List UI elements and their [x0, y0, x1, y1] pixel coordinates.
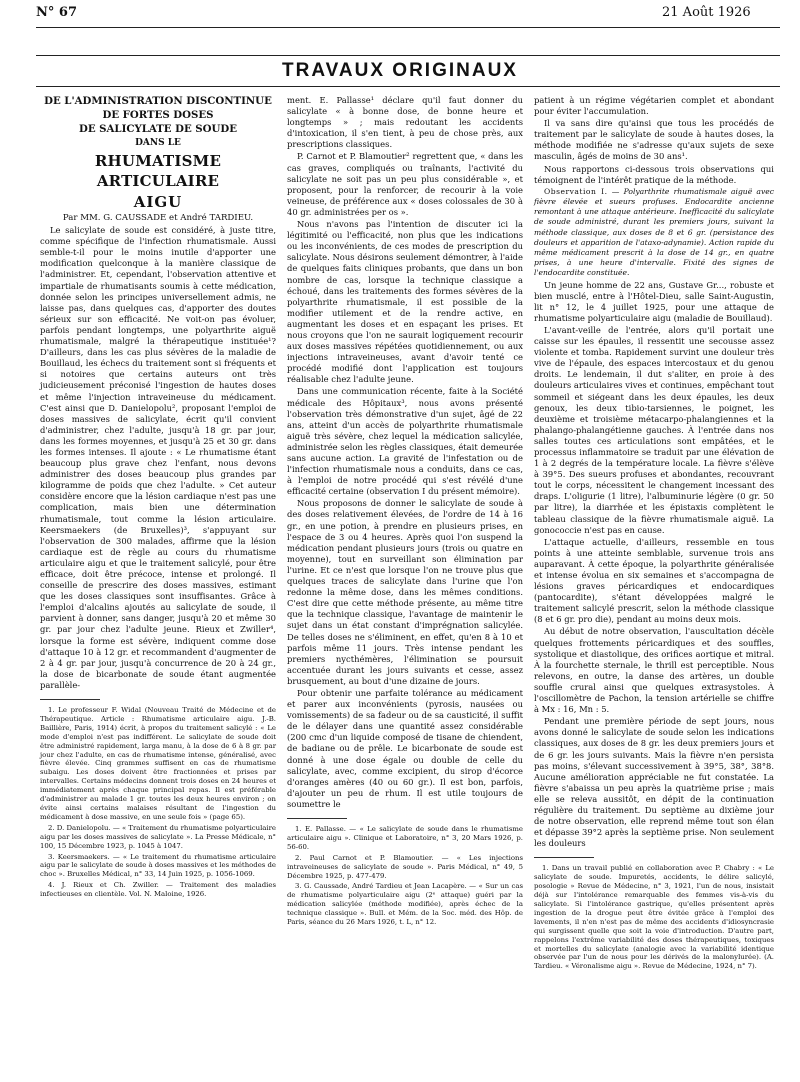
body-paragraph: Un jeune homme de 22 ans, Gustave Gr..., robuste et bien musclé, entre à l'Hôtel-Dieu, salle Saint-Augustin, lit n° 12, le 4 juillet 1925, pour une attaque de rhumatisme polyarticulaire aigu (maladie de Bouillaud).	[534, 279, 774, 323]
article-title-line-5: RHUMATISME ARTICULAIRE	[94, 152, 222, 190]
page-number: N° 67	[36, 5, 77, 20]
body-paragraph: patient à un régime végétarien complet et abondant pour éviter l'accumulation.	[534, 95, 774, 117]
footnote: 4. J. Rieux et Ch. Zwiller. — Traitement des maladies infectieuses en clientèle. Vol. N. Maloine, 1926.	[40, 881, 276, 899]
body-paragraph: Nous rapportons ci-dessous trois observations qui témoignent de l'intérêt pratique de la méthode.	[534, 163, 774, 185]
section-rule-top	[36, 55, 780, 56]
body-paragraph: Pendant une première période de sept jours, nous avons donné le salicylate de soude selon les indications classiques, aux doses de 8 gr. les deux premiers jours et de 6 gr. les jours suivants. Mais la fièvre n'en persista pas moins, s'élevant successivement à 39°5, 38°, 38°8. Aucune amélioration appréciable ne fut constatée. La fièvre s'abaissa un peu après la quatrième prise ; mais elle se releva aussitôt, en dépit de la continuation régulière du traitement. Du septième au dixième jour de notre observation, elle reprend même tout son élan et dépasse 39°2 après la septième prise. Non seulement les douleurs	[534, 716, 774, 849]
footnote: 1. Dans un travail publié en collaboration avec P. Chabry : « Le salicylate de soude. Impuretés, accidents, le délire salicylé, posologie » Revue de Médecine, n° 3, 1921, l'un de nous, insistait déjà sur l'intolérance remarquable des femmes vis-à-vis du salicylate. Si l'intolérance gastrique, qu'elles présentent après ingestion de la drogue peut être évitée grâce à l'emploi des lavements, il n'en n'est pas de même des accidents d'idiosyncrasie qui surgissent quelle que soit la voie d'introduction. D'autre part, rappelons l'extrême variabilité des doses thérapeutiques, toxiques et mortelles du salicylate (analogie avec la variabilité identique observée par l'un de nous pour les dérivés de la malonylurée). (A. Tardieu. « Véronalisme aigu ». Revue de Médecine, 1924, n° 7).	[534, 864, 774, 971]
footnote: 1. Le professeur F. Widal (Nouveau Traité de Médecine et de Thérapeutique. Article : Rhumatisme articulaire aigu. J.-B. Baillière, Paris, 1914) écrit, à propos du traitement salicylé : « Le mode d'emploi n'est pas indifférent. Le salicylate de soude doit être administré rapidement, larga manu, à la dose de 6 à 8 gr. par jour chez l'adulte, en cas de rhumatisme intense, généralisé, avec fièvre élevée. Cinq grammes suffisent en cas de rhumatisme subaigu. Les doses doivent être fractionnées et prises par intervalles. Certains médecins donnent trois doses en 24 heures et immédiatement après chaque principal repas. Il est préférable d'administrer au malade 1 gr. toutes les deux heures environ ; on évite ainsi certains malaises résultant de l'ingestion du médicament à dose massive, en une seule fois » (page 65).	[40, 706, 276, 821]
observation-label: Observation I.	[544, 186, 608, 196]
body-paragraph: Pour obtenir une parfaite tolérance au médicament et parer aux inconvénients (pyrosis, nausées ou vomissements) de sa fadeur ou de sa causticité, il suffit de le délayer dans une quantité assez considérable (200 cmc d'un liquide composé de tisane de chiendent, de badiane ou de prêle. Le bicarbonate de soude est donné à une dose égale ou double de celle du salicylate, avec, comme excipient, du sirop d'écorce d'oranges amères (40 ou 60 gr.). Il est bon, parfois, d'ajouter un peu de rhum. Il est utile toujours de soumettre le	[287, 687, 523, 809]
section-title: TRAVAUX ORIGINAUX	[282, 60, 518, 81]
article-title-line-4: DANS LE	[135, 138, 181, 148]
footnotes	[40, 706, 276, 899]
column-2	[287, 95, 523, 929]
body-paragraph: Nous n'avons pas l'intention de discuter ici la légitimité ou l'efficacité, non plus que les indications ou les inconvénients, de ces modes de prescription du salicylate. Nous désirons seulement démontrer, à l'aide de quelques faits cliniques probants, que dans un bon nombre de cas, lorsque la technique classique a échoué, dans les traitements des formes sévères de la polyarthrite rhumatismale, il est possible de la modifier utilement et de la rendre active, en augmentant les doses et en espaçant les prises. Et nous croyons que l'on ne saurait logiquement recourir aux doses massives répétées quotidiennement, ou aux injections intraveineuses, avant d'avoir tenté ce procédé modifié dont l'application est toujours réalisable chez l'adulte jeune.	[287, 219, 523, 385]
body-paragraph: L'avant-veille de l'entrée, alors qu'il portait une caisse sur les épaules, il ressentit une secousse assez violente et tomba. Rapidement survint une douleur très vive de l'épaule, des espaces intercostaux et du genou droits. Le lendemain, il dut s'aliter, en proie à des douleurs articulaires vives et continues, empêchant tout sommeil et siégeant dans les deux épaules, les deux genoux, les deux tibio-tarsiennes, le poignet, les deuxième et troisième métacarpo-phalangiennes et la phalango-phalangétienne gauches. À l'entrée dans nos salles toutes ces articulations sont empâtées, et le processus inflammatoire se traduit par une élévation de 1 à 2 degrés de la température locale. La fièvre s'élève à 39°5. Des sueurs profuses et abondantes, recouvrant tout le corps, nécessitent le changement incessant des draps. L'oligurie (1 litre), l'albuminurie légère (0 gr. 50 par litre), la diarrhée et les épistaxis complètent le tableau classique de la fièvre rhumatismale aiguë. La gonococcie n'est pas en cause.	[534, 324, 774, 535]
header-rule	[36, 27, 780, 28]
body-paragraph: L'attaque actuelle, d'ailleurs, ressemble en tous points à une atteinte semblable, survenue trois ans auparavant. À cette époque, la polyarthrite généralisée et intense évolua en six semaines et s'accompagna de lésions graves péricardiques et endocardiques (pantocardite), s'étant développées malgré le traitement salicylé prescrit, selon la méthode classique (8 et 6 gr. pro die), pendant au moins deux mois.	[534, 536, 774, 625]
footnote-rule	[534, 857, 594, 858]
body-paragraph: Nous proposons de donner le salicylate de soude à des doses relativement élevées, de l'ordre de 14 à 16 gr., en une potion, à prendre en plusieurs prises, en l'espace de 3 ou 4 heures. Après quoi l'on suspend la médication pendant plusieurs jours (trois ou quatre en moyenne), tout en surveillant son élimination par l'urine. Et ce n'est que lorsque l'on ne trouve plus que quelques traces de salicylate dans l'urine que l'on redonne la même dose, dans les mêmes conditions. C'est dire que cette méthode présente, au même titre que la technique classique, l'avantage de maintenir le sujet dans un état constant d'imprégnation salicylée. De telles doses ne s'éliminent, en effet, qu'en 8 à 10 et parfois même 11 jours. Très intense pendant les premiers nycthémères, l'élimination se poursuit accentuée durant les jours suivants et cesse, assez brusquement, au bout d'une dizaine de jours.	[287, 498, 523, 686]
footnotes	[287, 825, 523, 927]
body-paragraph: P. Carnot et P. Blamoutier² regrettent que, « dans les cas graves, compliqués ou traînants, l'activité du salicylate ne soit pas un peu plus considérable », et proposent, pour la renforcer, de recourir à la voie veineuse, de préférence aux « doses colossales de 30 à 40 gr. administrées per os ».	[287, 151, 523, 217]
observation-summary	[534, 187, 774, 279]
body-paragraph: Le salicylate de soude est considéré, à juste titre, comme spécifique de l'infection rhumatismale. Aussi semble-t-il pour le moins inutile d'apporter une modification quelconque à la manière classique de l'administrer. Et, cependant, l'observation attentive et impartiale de rhumatisants soumis à cette médication, donnée selon les principes universellement admis, ne laisse pas, dans quelques cas, d'apporter des doutes sérieux sur son efficacité. Ne voit-on pas évoluer, parfois pendant longtemps, une polyarthrite aiguë rhumatismale, malgré la thérapeutique instituée¹? D'ailleurs, dans les cas plus sévères de la maladie de Bouillaud, les échecs du traitement sont si fréquents et si notoires que certains auteurs ont très judicieusement préconisé l'ingestion de hautes doses et même l'injection intraveineuse du médicament. C'est ainsi que D. Danielopolu², proposant l'emploi de doses massives de salicylate, écrit qu'il convient d'administrer, chez l'adulte, jusqu'à 18 gr. par jour, dans les formes moyennes, et jusqu'à 25 et 30 gr. dans les formes intenses. Il ajoute : « Le rhumatisme étant beaucoup plus grave chez l'enfant, nous devons administrer des doses beaucoup plus grandes par kilogramme de poids que chez l'adulte. » Cet auteur considère encore que la lésion cardiaque n'est pas une complication, mais bien une détermination rhumatismale, tout comme la lésion articulaire. Keersmaekers (de Bruxelles)³, s'appuyant sur l'observation de 300 malades, affirme que la lésion cardiaque est de règle au cours du rhumatisme articulaire aigu et que le traitement salicylé, pour être efficace, doit être précoce, intense et prolongé. Il conseille de prescrire des doses massives, estimant que les doses classiques sont insuffisantes. Grâce à l'emploi d'alcalins ajoutés au salicylate de soude, il parvient à donner, sans danger, jusqu'à 20 et même 30 gr. par jour chez l'adulte jeune. Rieux et Zwiller⁴, lorsque la forme est sévère, indiquent comme dose d'attaque 10 à 12 gr. et recommandent d'augmenter de 2 à 4 gr. par jour, jusqu'à concurrence de 20 à 24 gr., la dose de bicarbonate de soude étant augmentée parallèle-	[40, 225, 276, 690]
section-rule-bottom	[36, 86, 780, 87]
observation-text: — Polyarthrite rhumatismale aiguë avec fièvre élevée et sueurs profuses. Endocardite ancienne remontant à une attaque antérieure. Inefficacité du salicylate de soude administré, durant les premiers jours, suivant la méthode classique, aux doses de 8 et 6 gr. (persistance des douleurs et apparition de l'ataxo-adynamie). Action rapide du même médicament prescrit à la dose de 14 gr., en quatre prises, à une heure d'intervalle. Fixité des signes de l'endocardite constituée.	[534, 186, 774, 278]
column-3	[534, 95, 774, 973]
body-paragraph: Dans une communication récente, faite à la Société médicale des Hôpitaux³, nous avons présenté l'observation très démonstrative d'un sujet, âgé de 22 ans, atteint d'un accès de polyarthrite rhumatismale aiguë très sévère, chez lequel la médication salicylée, administrée selon les règles classiques, était demeurée sans aucune action. La gravité de l'infestation ou de l'infection rhumatismale nous a conduits, dans ce cas, à l'emploi de notre procédé qui s'est révélé d'une efficacité certaine (observation I du présent mémoire).	[287, 386, 523, 497]
footnote-rule	[287, 818, 347, 819]
article-title-line-2: DE FORTES DOSES	[102, 109, 214, 121]
body-paragraph: Il va sans dire qu'ainsi que tous les procédés de traitement par le salicylate de soude à hautes doses, la méthode modifiée ne s'adresse qu'aux sujets de sexe masculin, âgés de moins de 30 ans¹.	[534, 118, 774, 162]
article-title-line-6: AIGU	[133, 193, 183, 211]
footnotes	[534, 864, 774, 971]
body-paragraph: ment. E. Pallasse¹ déclare qu'il faut donner du salicylate « à bonne dose, de bonne heure et longtemps » ; mais redoutant les accidents d'intoxication, il s'en tient, à peu de chose près, aux prescriptions classiques.	[287, 95, 523, 150]
article-authors: Par MM. G. CAUSSADE et André TARDIEU.	[62, 213, 254, 223]
footnote: 1. E. Pallasse. — « Le salicylate de soude dans le rhumatisme articulaire aigu ». Clinique et Laboratoire, n° 3, 20 Mars 1926, p. 56-60.	[287, 825, 523, 851]
article-title-line-1: DE L'ADMINISTRATION DISCONTINUE	[44, 95, 272, 107]
column-1	[40, 95, 276, 901]
issue-date: 21 Août 1926	[662, 5, 751, 20]
body-paragraph: Au début de notre observation, l'auscultation décèle quelques frottements péricardiques et des souffles, systolique et diastolique, des orifices aortique et mitral. À la fourchette sternale, le thrill est perceptible. Nous relevons, en outre, la danse des artères, un double souffle crural ainsi que quelques extrasystoles. À l'oscillomètre de Pachon, la tension artérielle se chiffre à Mx : 16, Mn : 5.	[534, 626, 774, 715]
footnote: 3. Keersmaekers. — « Le traitement du rhumatisme articulaire aigu par le salicylate de soude à doses massives et les méthodes de choc ». Bruxelles Médical, n° 33, 14 Juin 1925, p. 1056-1069.	[40, 852, 276, 879]
footnote: 3. G. Caussade, André Tardieu et Jean Lacapère. — « Sur un cas de rhumatisme polyarticulaire aigu (2ᵉ attaque) guéri par la médication salicylée (méthode modifiée), après échec de la technique classique ». Bull. et Mém. de la Soc. méd. des Hôp. de Paris, séance du 26 Mars 1926, t. L, n° 12.	[287, 882, 523, 927]
footnote: 2. Paul Carnot et P. Blamoutier. — « Les injections intraveineuses de salicylate de soude ». Paris Médical, n° 49, 5 Décembre 1925, p. 477-479.	[287, 853, 523, 880]
footnote-rule	[40, 699, 100, 700]
footnote: 2. D. Danielopolu. — « Traitement du rhumatisme polyarticulaire aigu par les doses massives de salicylate ». La Presse Médicale, n° 100, 15 Décembre 1923, p. 1045 à 1047.	[40, 823, 276, 850]
article-title-line-3: DE SALICYLATE DE SOUDE	[79, 123, 237, 135]
